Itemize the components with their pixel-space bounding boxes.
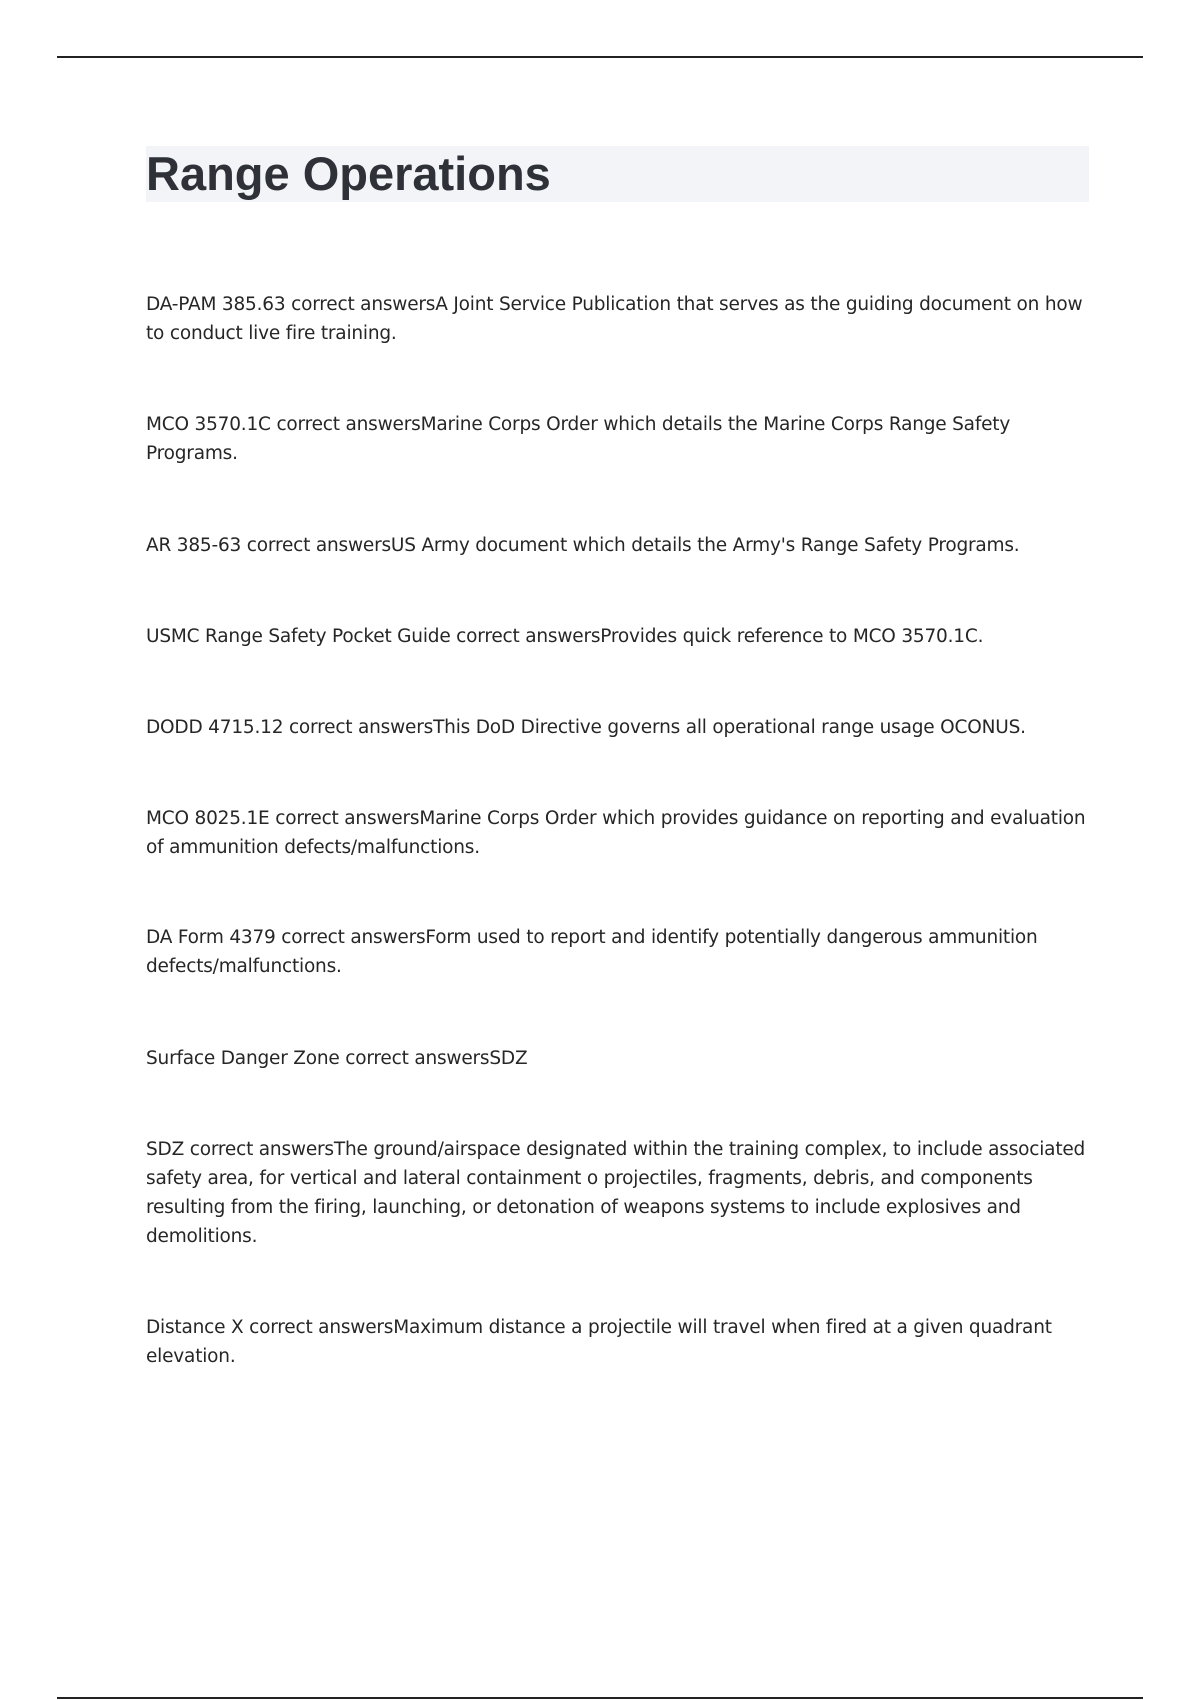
- flashcard-entry: MCO 3570.1C correct answersMarine Corps Order which details the Marine Corps Range Safety Programs.: [146, 414, 1011, 464]
- header-rule: [57, 56, 1143, 58]
- page-title: Range Operations: [146, 147, 551, 200]
- flashcard-entry: USMC Range Safety Pocket Guide correct answersProvides quick reference to MCO 3570.1C.: [146, 626, 984, 647]
- flashcard-entry: MCO 8025.1E correct answersMarine Corps Order which provides guidance on reporting and evaluation of ammunition defects/malfunctions.: [146, 808, 1086, 858]
- footer-rule: [57, 1697, 1143, 1699]
- flashcard-entry: DA-PAM 385.63 correct answersA Joint Service Publication that serves as the guiding document on how to conduct live fire training.: [146, 294, 1083, 344]
- flashcard-entry: DA Form 4379 correct answersForm used to report and identify potentially dangerous ammunition defects/malfunctions.: [146, 927, 1038, 977]
- flashcard-entry: SDZ correct answersThe ground/airspace designated within the training complex, to include associated safety area, for vertical and lateral containment o projectiles, fragments, debris, and components resulting from the firing, launching, or detonation of weapons systems to include explosives and demolitions.: [146, 1139, 1086, 1247]
- flashcard-entry: Surface Danger Zone correct answersSDZ: [146, 1048, 528, 1069]
- title-banner: [146, 146, 1089, 202]
- flashcard-entry: AR 385-63 correct answersUS Army document which details the Army's Range Safety Programs.: [146, 535, 1020, 556]
- flashcard-entry: DODD 4715.12 correct answersThis DoD Directive governs all operational range usage OCONUS.: [146, 717, 1026, 738]
- flashcard-entry: Distance X correct answersMaximum distance a projectile will travel when fired at a given quadrant elevation.: [146, 1317, 1052, 1367]
